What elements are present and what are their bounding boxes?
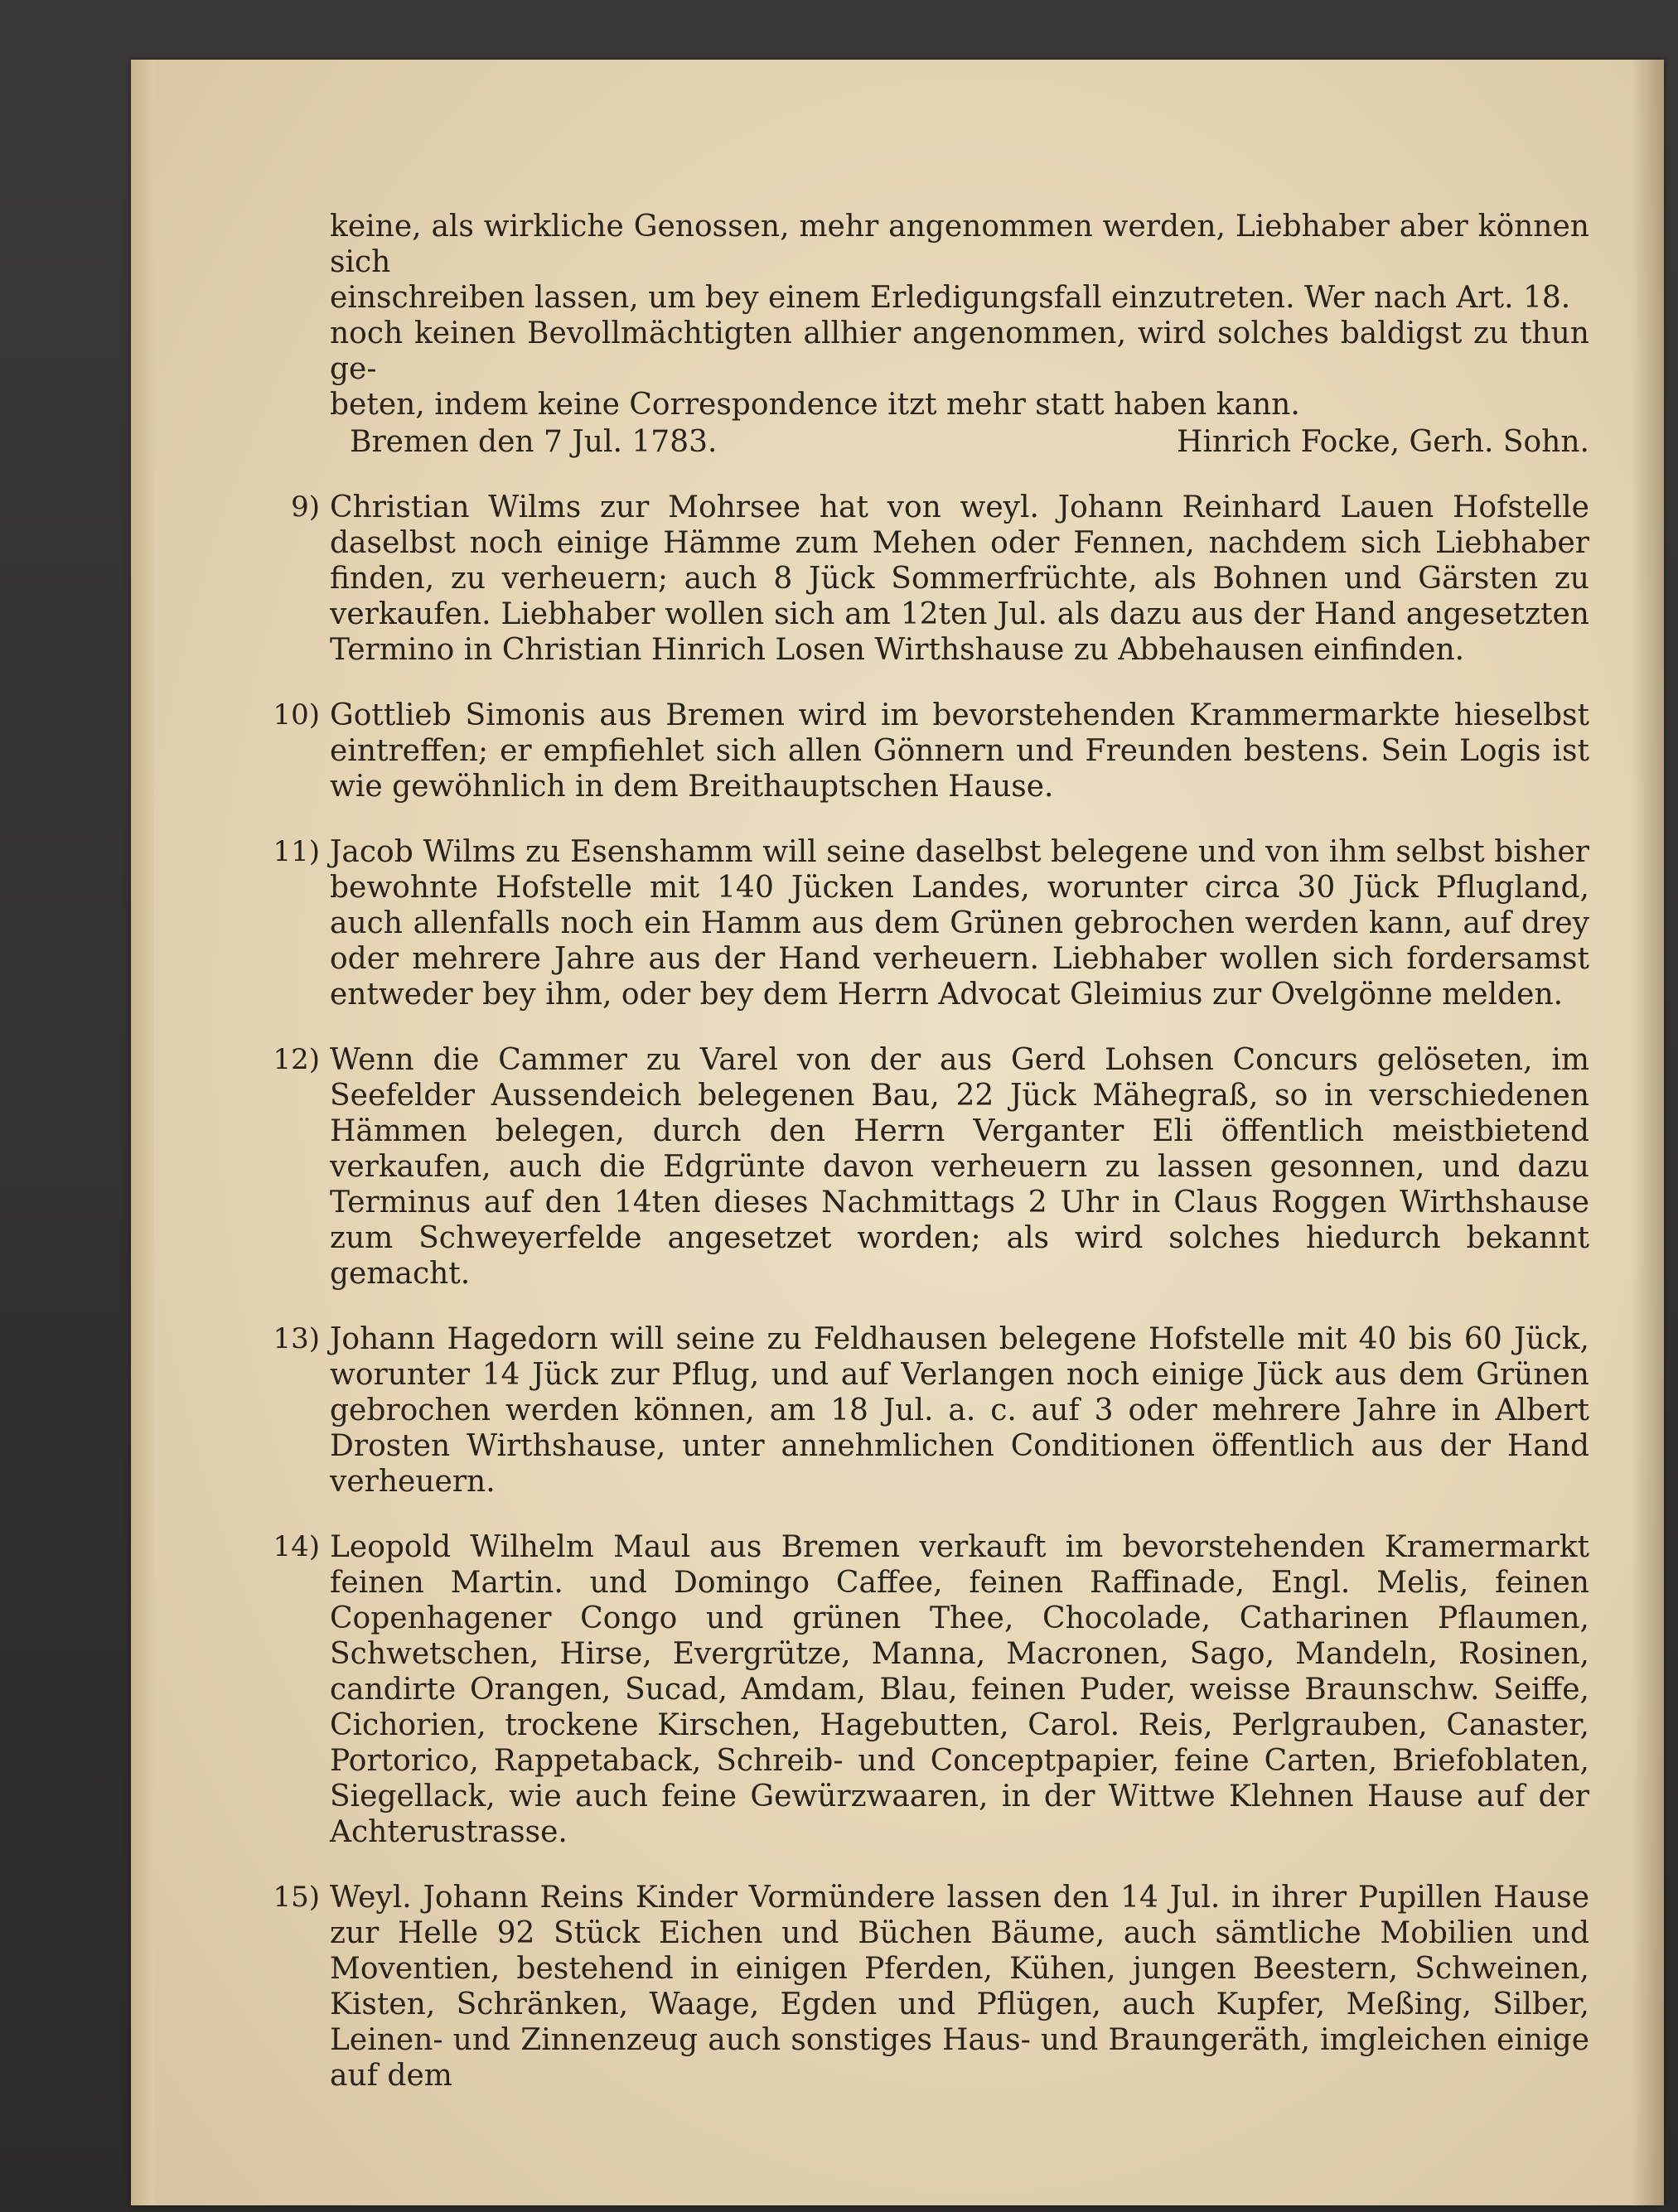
entry-number: 11) bbox=[273, 835, 320, 868]
dateline bbox=[350, 424, 1589, 460]
entry-text: Christian Wilms zur Mohrsee hat von weyl. Johann Reinhard Lauen Hofstelle daselbst noch einige Hämme zum Mehen oder Fennen, nachdem sich Liebhaber finden, zu verheuern; auch 8 Jück Sommerfrüchte, als Bohnen und Gärsten zu verkaufen. Liebhaber wollen sich am 12ten Jul. als dazu aus der Hand angesetzten Termino in Christian Hinrich Losen Wirthshause zu Abbehausen einfinden. bbox=[330, 490, 1589, 667]
entry-number: 14) bbox=[273, 1530, 320, 1563]
entry-number: 12) bbox=[273, 1043, 320, 1076]
entry-number: 10) bbox=[273, 698, 320, 732]
entry-text: Johann Hagedorn will seine zu Feldhausen belegene Hofstelle mit 40 bis 60 Jück, worunter 14 Jück zur Pflug, und auf Verlangen noch einige Jück aus dem Grünen gebrochen werden können, am 18 Jul. a. c. auf 3 oder mehrere Jahre in Albert Drosten Wirthshause, unter annehmlichen Conditionen öffentlich aus der Hand verheuern. bbox=[330, 1322, 1589, 1499]
entry-text: Gottlieb Simonis aus Bremen wird im bevorstehenden Krammermarkte hieselbst eintreffen; er empfiehlet sich allen Gönnern und Freunden bestens. Sein Logis ist wie gewöhnlich in dem Breithauptschen Hause. bbox=[330, 698, 1589, 804]
entry-number: 9) bbox=[291, 490, 320, 524]
entry-text: Weyl. Johann Reins Kinder Vormündere lassen den 14 Jul. in ihrer Pupillen Hause zur Helle 92 Stück Eichen und Büchen Bäume, auch sämtliche Mobilien und Moventien, bestehend in einigen Pferden, Kühen, jungen Beestern, Schweinen, Kisten, Schränken, Waage, Egden und Pflügen, auch Kupfer, Meßing, Silber, Leinen- und Zinnenzeug auch sonstiges Haus- und Braungeräth, imgleichen einige auf dem bbox=[330, 1881, 1589, 2093]
intro-line: noch keinen Bevollmächtigten allhier angenommen, wird solches baldigst zu thun ge- bbox=[330, 316, 1589, 386]
entry-text: Leopold Wilhelm Maul aus Bremen verkauft im bevorstehenden Kramermarkt feinen Martin. und Domingo Caffee, feinen Raffinade, Engl. Melis, feinen Copenhagener Congo und grünen Thee, Chocolade, Catharinen Pflaumen, Schwetschen, Hirse, Evergrütze, Manna, Macronen, Sago, Mandeln, Rosinen, candirte Orangen, Sucad, Amdam, Blau, feinen Puder, weisse Braunschw. Seiffe, Cichorien, trockene Kirschen, Hagebutten, Carol. Reis, Perlgrauben, Canaster, Portorico, Rappetaback, Schreib- und Conceptpapier, feine Carten, Briefoblaten, Siegellack, wie auch feine Gewürzwaaren, in der Wittwe Klehnen Hause auf der Achterustrasse. bbox=[330, 1530, 1589, 1849]
notice-entry bbox=[273, 698, 1589, 804]
page-spine-shadow bbox=[1631, 60, 1664, 2205]
place-date: Bremen den 7 Jul. 1783. bbox=[350, 425, 718, 459]
entry-number: 13) bbox=[273, 1322, 320, 1355]
intro-line: beten, indem keine Correspondence itzt mehr statt haben kann. bbox=[330, 388, 1300, 422]
entry-number: 15) bbox=[273, 1881, 320, 1914]
notice-entry bbox=[291, 490, 1589, 668]
intro-line: einschreiben lassen, um bey einem Erledigungsfall einzutreten. Wer nach Art. 18. bbox=[330, 281, 1571, 315]
signature: Hinrich Focke, Gerh. Sohn. bbox=[1177, 425, 1589, 459]
page-text bbox=[273, 209, 1589, 2094]
entry-text: Jacob Wilms zu Esenshamm will seine daselbst belegene und von ihm selbst bisher bewohnte Hofstelle mit 140 Jücken Landes, worunter circa 30 Jück Pflugland, auch allenfalls noch ein Hamm aus dem Grünen gebrochen werden kann, auf drey oder mehrere Jahre aus der Hand verheuern. Liebhaber wollen sich fordersamst entweder bey ihm, oder bey dem Herrn Advocat Gleimius zur Ovelgönne melden. bbox=[330, 835, 1589, 1012]
page-edge bbox=[131, 60, 154, 2205]
notice-entry bbox=[273, 1321, 1589, 1500]
intro-paragraph bbox=[330, 209, 1589, 460]
notice-entry bbox=[273, 1042, 1589, 1292]
entry-text: Wenn die Cammer zu Varel von der aus Gerd Lohsen Concurs gelöseten, im Seefelder Aussendeich belegenen Bau, 22 Jück Mähegraß, so in verschiedenen Hämmen belegen, durch den Herrn Verganter Eli öffentlich meistbietend verkaufen, auch die Edgrünte davon verheuern zu lassen gesonnen, und dazu Terminus auf den 14ten dieses Nachmittags 2 Uhr in Claus Roggen Wirthshause zum Schweyerfelde angesetzet worden; als wird solches hiedurch bekannt gemacht. bbox=[330, 1043, 1589, 1291]
intro-line: keine, als wirkliche Genossen, mehr angenommen werden, Liebhaber aber können sich bbox=[330, 210, 1589, 279]
notice-entry bbox=[273, 834, 1589, 1012]
notice-entry bbox=[273, 1529, 1589, 1850]
notice-entry bbox=[273, 1880, 1589, 2094]
